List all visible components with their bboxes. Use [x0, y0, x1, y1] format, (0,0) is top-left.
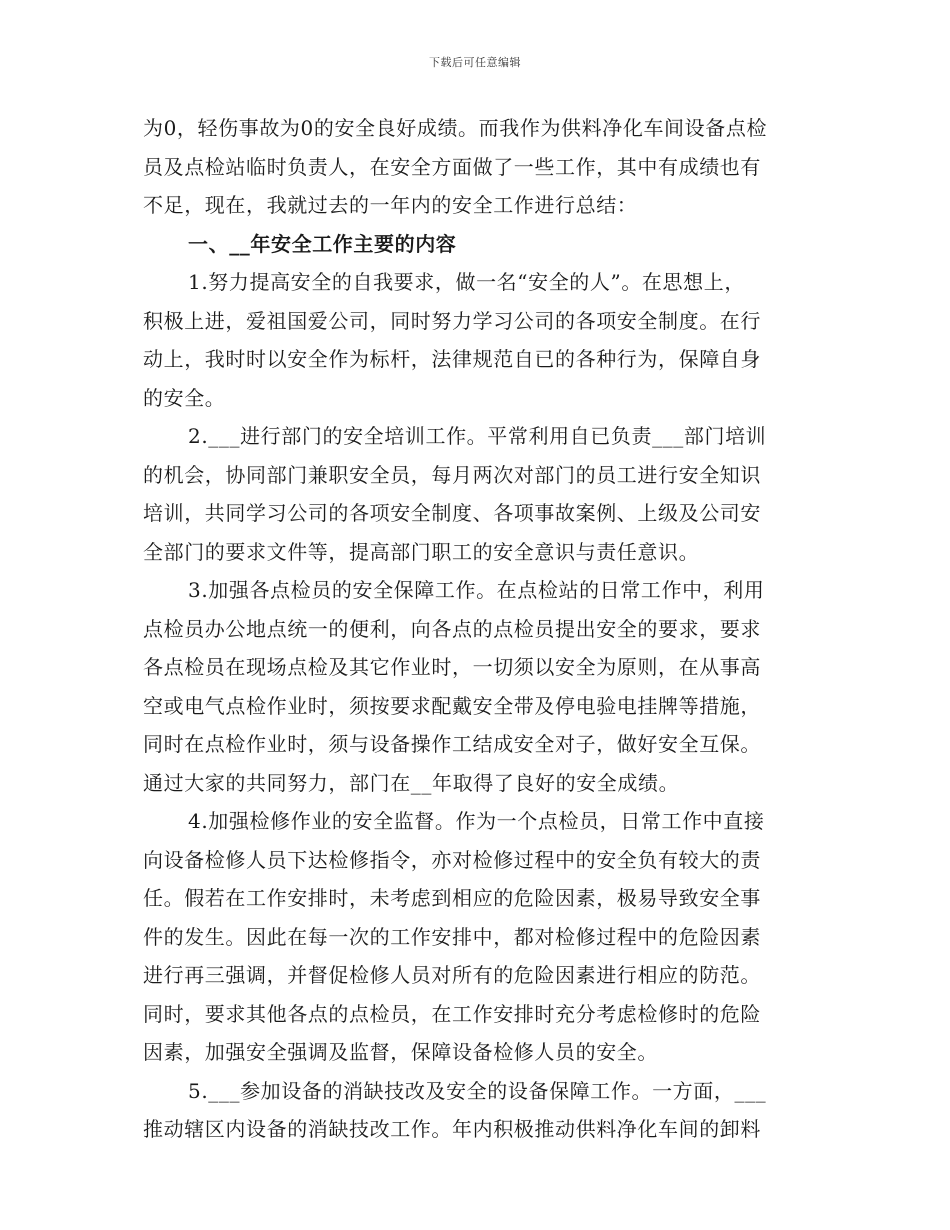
- paragraph-line: 向设备检修人员下达检修指令，亦对检修过程中的安全负有较大的责: [143, 847, 761, 872]
- paragraph-line: 各点检员在现场点检及其它作业时，一切须以安全为原则，在从事高: [143, 655, 761, 679]
- paragraph-line: 动上，我时时以安全作为标杆，法律规范自已的各种行为，保障自身: [143, 347, 761, 371]
- paragraph-line: 通过大家的共同努力，部门在__年取得了良好的安全成绩。: [143, 770, 680, 795]
- paragraph-line: 为0，轻伤事故为0的安全良好成绩。而我作为供料净化车间设备点检: [143, 116, 768, 140]
- paragraph-line: 进行再三强调，并督促检修人员对所有的危险因素进行相应的防范。: [143, 963, 761, 987]
- paragraph-line: 的机会，协同部门兼职安全员，每月两次对部门的员工进行安全知识: [143, 462, 761, 487]
- paragraph-line: 3.加强各点检员的安全保障工作。在点检站的日常工作中，利用: [188, 578, 765, 602]
- paragraph-line: 1.努力提高安全的自我要求，做一名“安全的人”。在思想上，: [188, 270, 745, 294]
- document-body: [143, 109, 803, 1149]
- paragraph-line: 员及点检站临时负责人，在安全方面做了一些工作，其中有成绩也有: [143, 154, 761, 179]
- paragraph-line: 同时，要求其他各点的点检员，在工作安排时充分考虑检修时的危险: [143, 1001, 761, 1026]
- paragraph-line: 全部门的要求文件等，提高部门职工的安全意识与责任意识。: [143, 539, 700, 564]
- paragraph-line: 因素，加强安全强调及监督，保障设备检修人员的安全。: [143, 1040, 658, 1064]
- paragraph-line: 推动辖区内设备的消缺技改工作。年内积极推动供料净化车间的卸料: [143, 1117, 761, 1141]
- page-header: 下载后可任意编辑: [429, 56, 521, 69]
- paragraph-line: 件的发生。因此在每一次的工作安排中，都对检修过程中的危险因素: [143, 924, 761, 949]
- paragraph-line: 5.___参加设备的消缺技改及安全的设备保障工作。一方面，___: [188, 1078, 767, 1103]
- paragraph-line: 任。假若在工作安排时，未考虑到相应的危险因素，极易导致安全事: [143, 886, 761, 910]
- paragraph-line: 空或电气点检作业时，须按要求配戴安全带及停电验电挂牌等措施，: [143, 693, 761, 718]
- paragraph-line: 积极上进，爱祖国爱公司，同时努力学习公司的各项安全制度。在行: [143, 308, 761, 333]
- section-heading: 一、__年安全工作主要的内容: [188, 231, 457, 256]
- paragraph-line: 4.加强检修作业的安全监督。作为一个点检员，日常工作中直接: [188, 809, 765, 833]
- paragraph-line: 的安全。: [143, 385, 226, 410]
- paragraph-line: 点检员办公地点统一的便利，向各点的点检员提出安全的要求，要求: [143, 616, 761, 641]
- paragraph-line: 同时在点检作业时，须与设备操作工结成安全对子，做好安全互保。: [143, 732, 761, 756]
- paragraph-line: 不足，现在，我就过去的一年内的安全工作进行总结：: [143, 193, 638, 217]
- paragraph-line: 培训，共同学习公司的各项安全制度、各项事故案例、上级及公司安: [143, 501, 761, 525]
- paragraph-line: 2.___进行部门的安全培训工作。平常利用自已负责___部门培训: [188, 424, 767, 448]
